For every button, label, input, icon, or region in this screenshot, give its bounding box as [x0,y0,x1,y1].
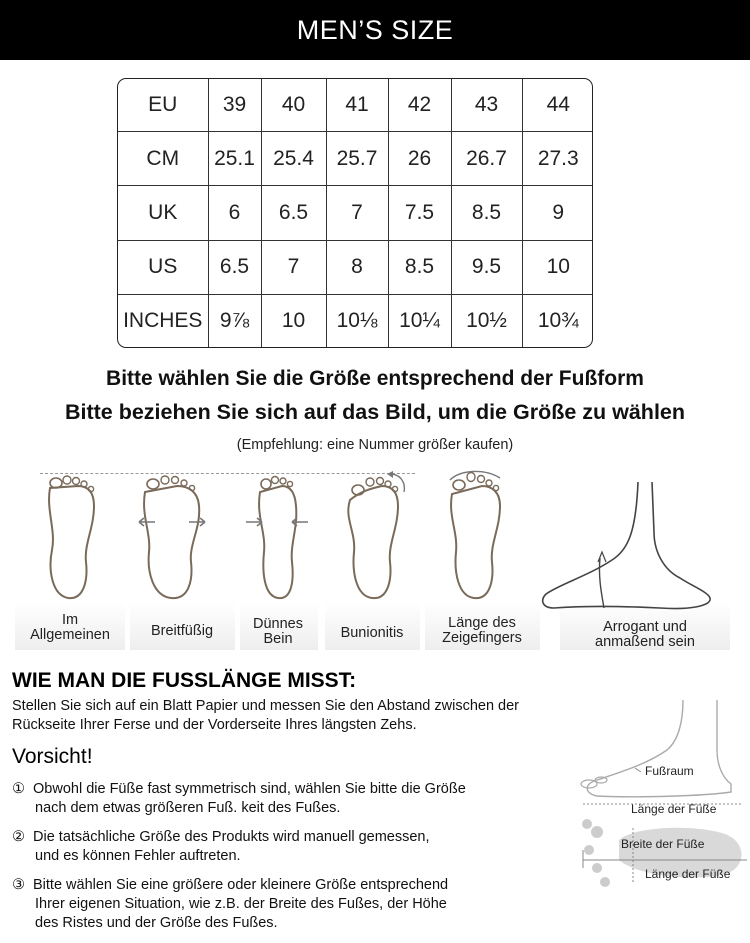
table-cell: 25.7 [326,132,388,186]
table-cell: 39 [208,79,261,132]
table-cell: 9 [522,186,593,240]
table-cell: 25.1 [208,132,261,186]
foot-measurement-diagram [575,700,750,895]
table-cell: 10 [261,294,326,347]
table-cell: 10¾ [522,294,593,347]
table-row [118,79,593,132]
table-cell: 40 [261,79,326,132]
table-cell: 41 [326,79,388,132]
table-cell: 6.5 [261,186,326,240]
table-row [118,132,593,186]
table-cell: 26.7 [451,132,522,186]
caution-note: ② Die tatsächliche Größe des Produkts wird manuell gemessen, und es können Fehler auftreten. [12,829,430,864]
long-second-toe-foot-icon [440,470,510,602]
foot-type-label: Im Allgemeinen [30,612,110,643]
table-cell: 10⅛ [326,294,388,347]
table-cell: 6.5 [208,240,261,294]
foot-length-label: Länge der Füße [631,802,717,816]
caution-note: ③ Bitte wählen Sie eine größere oder kleinere Größe entsprechend Ihrer eigenen Situation, wie z.B. der Breite des Fußes, der Höhe des Ristes und der Größe des Fußes. [12,877,449,931]
caution-title: Vorsicht! [12,745,93,768]
table-row [118,240,593,294]
table-cell: 8.5 [388,240,451,294]
table-cell: 7 [261,240,326,294]
table-cell: 6 [208,186,261,240]
measure-instructions: Stellen Sie sich auf ein Blatt Papier und messen Sie den Abstand zwischen der Rückseite Ihrer Ferse und der Vorderseite Ihres längsten Zehs. [12,698,519,733]
row-label: UK [118,186,208,240]
note-number: ① [12,781,25,797]
table-cell: 7.5 [388,186,451,240]
table-cell: 10½ [451,294,522,347]
table-cell: 26 [388,132,451,186]
table-row [118,186,593,240]
high-instep-foot-icon [540,482,740,612]
heading-choose-by-foot-shape: Bitte wählen Sie die Größe entsprechend der Fußform [106,367,644,390]
row-label: US [118,240,208,294]
foot-length-label: Länge der Füße [645,867,731,881]
size-chart-banner [0,0,750,60]
table-cell: 9⅞ [208,294,261,347]
general-foot-icon [36,470,106,602]
foot-type-label: Bunionitis [340,625,404,641]
table-row [118,294,593,347]
foot-type-label: Dünnes Bein [253,616,303,647]
note-number: ③ [12,877,25,893]
recommendation-note: (Empfehlung: eine Nummer größer kaufen) [236,437,514,453]
table-cell: 42 [388,79,451,132]
table-cell: 9.5 [451,240,522,294]
foot-type-label: Breitfüßig [150,623,214,639]
foot-types-panel [0,462,750,658]
toe-space-label: Fußraum [645,764,694,778]
foot-type-label: Länge des Zeigefingers [442,615,522,646]
measure-title: WIE MAN DIE FUSSLÄNGE MISST: [12,669,357,692]
note-number: ② [12,829,25,845]
table-cell: 27.3 [522,132,593,186]
heading-refer-to-picture: Bitte beziehen Sie sich auf das Bild, um die Größe zu wählen [64,400,686,424]
thin-foot-icon [242,470,312,602]
row-label: CM [118,132,208,186]
table-cell: 10¼ [388,294,451,347]
foot-type-label: Arrogant und anmaßend sein [595,619,695,650]
table-cell: 10 [522,240,593,294]
table-cell: 7 [326,186,388,240]
caution-note: ① Obwohl die Füße fast symmetrisch sind, wählen Sie bitte die Größe nach dem etwas größeren Fuß. keit des Fußes. [12,781,466,816]
table-cell: 8.5 [451,186,522,240]
table-cell: 44 [522,79,593,132]
banner-title: MEN’S SIZE [296,14,454,45]
table-cell: 25.4 [261,132,326,186]
foot-width-label: Breite der Füße [621,837,705,851]
row-label: INCHES [118,294,208,347]
table-cell: 43 [451,79,522,132]
row-label: EU [118,79,208,132]
size-table [117,78,593,348]
table-cell: 8 [326,240,388,294]
bunion-foot-icon [340,470,410,602]
wide-foot-icon [137,470,207,602]
